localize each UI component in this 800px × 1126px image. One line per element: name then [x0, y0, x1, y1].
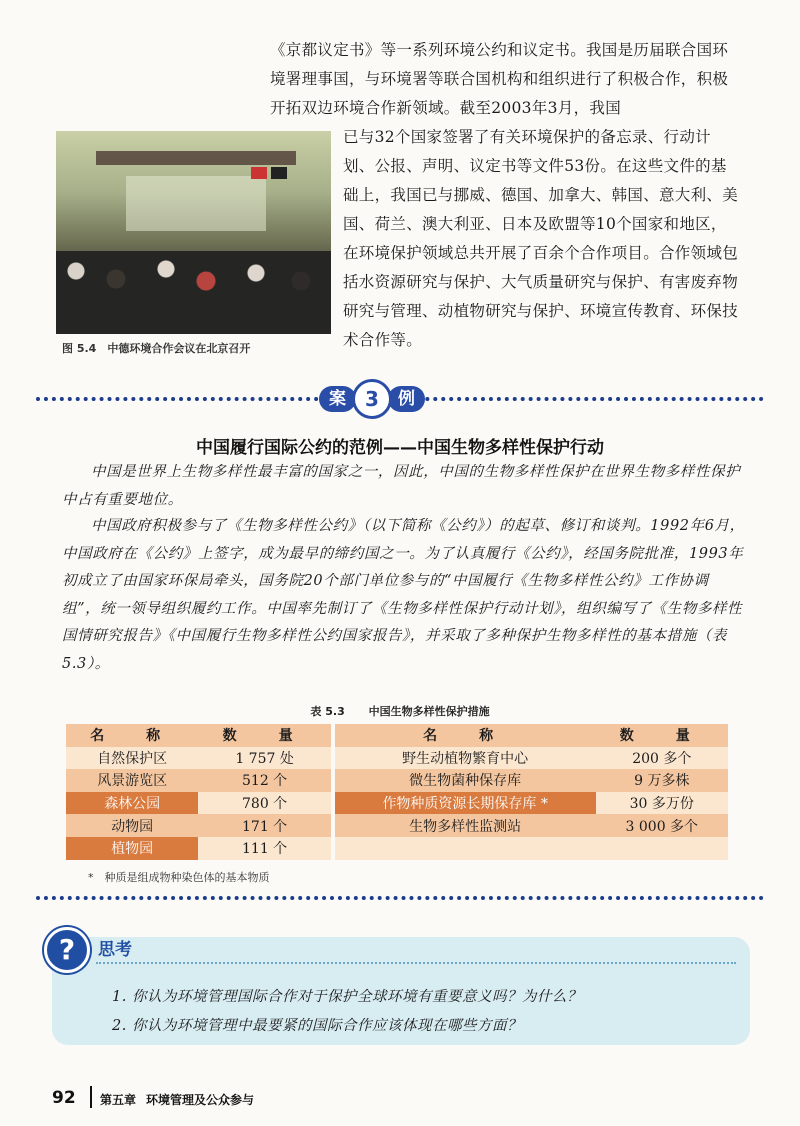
table-header: 名 称	[423, 728, 508, 745]
table-title: 中国生物多样性保护措施	[368, 705, 490, 718]
table-cell: 微生物菌种保存库	[409, 773, 522, 790]
case-title: 中国履行国际公约的范例——中国生物多样性保护行动	[196, 438, 604, 458]
table-row	[66, 837, 728, 860]
table-cell: 自然保护区	[97, 750, 168, 767]
intro-paragraph-top: 《京都议定书》等一系列环境公约和议定书。我国是历届联合国环境署理事国，与环境署等联合国机构和组织进行了积极合作，积极开拓双边环境合作新领域。截至2003年3月，我国	[270, 41, 729, 117]
table-header: 数 量	[222, 728, 307, 745]
case-badge	[319, 384, 425, 414]
table-header: 名 称	[90, 728, 175, 745]
case-badge-left: 案	[319, 386, 356, 412]
table-cell: 171 个	[242, 818, 288, 835]
table-cell	[335, 837, 596, 860]
table-header: 数 量	[619, 728, 704, 745]
think-divider	[96, 962, 736, 964]
table-cell: 512 个	[242, 773, 288, 790]
case-paragraph-1: 中国是世界上生物多样性最丰富的国家之一，因此，中国的生物多样性保护在世界生物多样性保护中占有重要地位。	[62, 464, 741, 508]
table-cell: 森林公园	[66, 792, 198, 815]
table-cell: 30 多万份	[629, 796, 694, 813]
table-row	[66, 792, 728, 815]
table-cell: 生物多样性监测站	[409, 818, 522, 835]
question-icon: ?	[44, 927, 90, 973]
table-cell: 780 个	[242, 796, 288, 813]
table-cell: 野生动植物繁育中心	[402, 750, 529, 767]
case-paragraph-2: 中国政府积极参与了《生物多样性公约》（以下简称《公约》）的起草、修订和谈判。1992年6月，中国政府在《公约》上签字，成为最早的缔约国之一。为了认真履行《公约》，经国务院批准，1993年初成立了由国家环保局牵头，国务院20个部门单位参与的“中国履行《生物多样性公约》工作协调组”，统一领导组织履约工作。中国率先制订了《生物多样性保护行动计划》，组织编写了《生物多样性国情研究报告》《中国履行生物多样性公约国家报告》，并采取了多种保护生物多样性的基本措施（表5.3）。	[62, 518, 745, 672]
chapter-label	[100, 1091, 254, 1108]
page-number: 92	[52, 1088, 76, 1108]
table-row	[66, 747, 728, 770]
footer-divider	[90, 1086, 92, 1108]
think-question-2: 2. 你认为环境管理中最要紧的国际合作应该体现在哪些方面？	[112, 1018, 522, 1034]
table-footnote: * 种质是组成物种染色体的基本物质	[88, 871, 270, 884]
case-badge-number: 3	[352, 379, 392, 419]
intro-paragraph-right: 已与32个国家签署了有关环境保护的备忘录、行动计划、公报、声明、议定书等文件53份。在这些文件的基础上，我国已与挪威、德国、加拿大、韩国、意大利、美国、荷兰、澳大利亚、日本及欧盟等10个国家和地区，在环境保护领域总共开展了百余个合作项目。合作领域包括水资源研究与保护、大气质量研究与保护、有害废弃物研究与管理、动植物研究与保护、环境宣传教育、环保技术合作等。	[343, 128, 739, 349]
think-title: 思考	[98, 940, 132, 960]
table-cell: 1 757 处	[235, 750, 294, 767]
chapter-number: 第五章	[100, 1093, 137, 1107]
table-caption	[0, 703, 800, 719]
table-row	[66, 814, 728, 837]
table-cell: 作物种质资源长期保存库 *	[335, 792, 596, 815]
table-cell	[596, 837, 728, 860]
case-badge-right: 例	[388, 386, 425, 412]
think-question-1: 1. 你认为环境管理国际合作对于保护全球环境有重要意义吗？为什么？	[112, 989, 582, 1005]
table-cell: 植物园	[66, 837, 198, 860]
table-header-row	[66, 724, 728, 747]
photo-caption: 图 5.4 中德环境合作会议在北京召开	[62, 342, 251, 355]
table-number: 表 5.3	[310, 705, 345, 718]
table-cell: 风景游览区	[97, 773, 168, 790]
conference-photo	[56, 131, 331, 334]
table-row	[66, 769, 728, 792]
table-cell: 200 多个	[632, 750, 692, 767]
table-cell: 动物园	[111, 818, 154, 835]
protection-measures-table	[66, 724, 728, 860]
section-divider	[36, 896, 764, 900]
table-cell: 111 个	[242, 841, 288, 858]
chapter-title: 环境管理及公众参与	[146, 1093, 255, 1107]
table-cell: 9 万多株	[634, 773, 690, 790]
table-cell: 3 000 多个	[625, 818, 699, 835]
